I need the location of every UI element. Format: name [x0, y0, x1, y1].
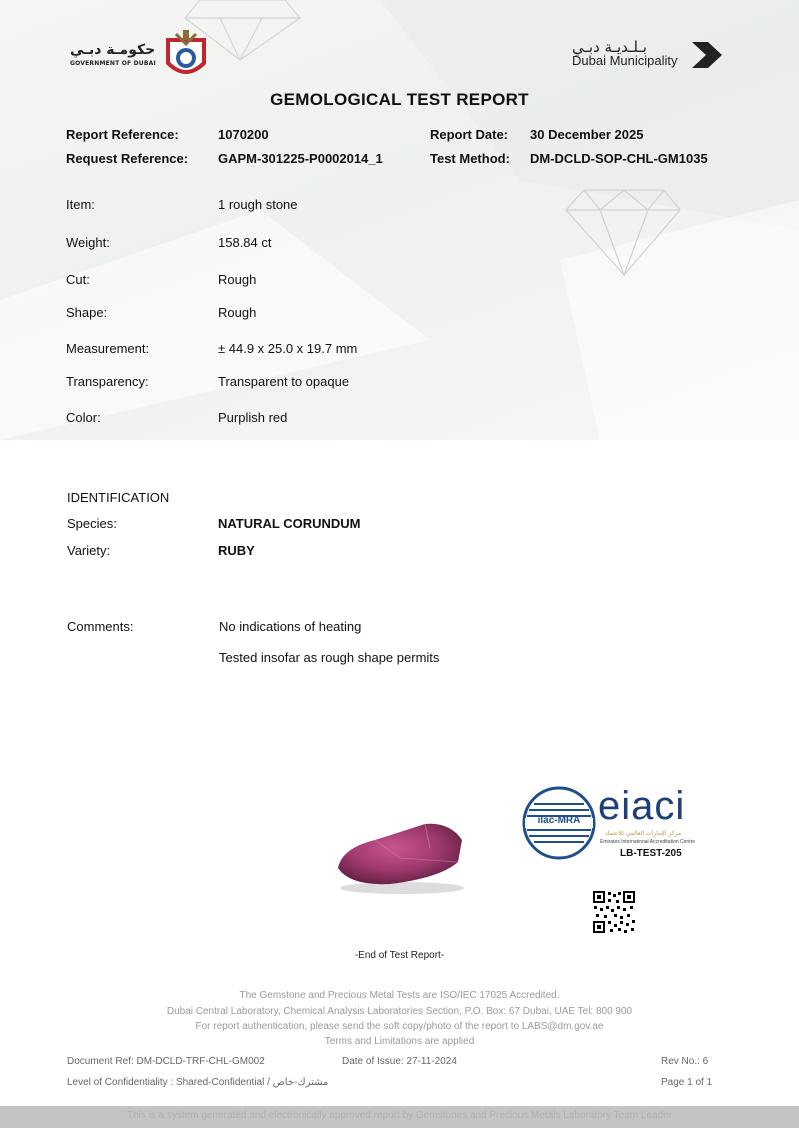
ilac-mra-text: ilac-MRA	[537, 815, 581, 826]
dubai-municipality-logo-icon	[690, 40, 724, 70]
item-label: Item:	[66, 197, 95, 212]
identification-heading: IDENTIFICATION	[67, 490, 170, 505]
ruby-stone-photo	[330, 818, 470, 898]
species-value: NATURAL CORUNDUM	[218, 516, 361, 531]
footer-lab-address-line: Dubai Central Laboratory, Chemical Analysis Laboratories Section, P.O. Box: 67 Dubai, UAE Tel: 800 900	[166, 1006, 633, 1017]
date-of-issue: Date of Issue: 27-11-2024	[342, 1056, 457, 1067]
gov-logo-english: GOVERNMENT OF DUBAI	[70, 60, 156, 67]
transparency-value: Transparent to opaque	[218, 374, 350, 389]
footer-accreditation-line: The Gemstone and Precious Metal Tests are ISO/IEC 17025 Accredited.	[239, 990, 560, 1001]
report-reference-value: 1070200	[218, 127, 269, 142]
municipality-arabic: بـلـديـة دبـي	[572, 38, 647, 56]
report-date-label: Report Date:	[430, 127, 509, 142]
comment-line-2: Tested insofar as rough shape permits	[219, 650, 440, 665]
comment-line-1: No indications of heating	[219, 619, 362, 634]
color-value: Purplish red	[218, 410, 288, 425]
lab-code: LB-TEST-205	[620, 848, 682, 859]
weight-value: 158.84 ct	[218, 235, 272, 250]
confidentiality-level: Level of Confidentiality : Shared-Confidential / مشترك-خاص	[67, 1077, 329, 1088]
measurement-value: ± 44.9 x 25.0 x 19.7 mm	[218, 341, 358, 356]
system-generated-note: This is a system generated and electronically approved report by Gemstones and Precious Metals Laboratory Team Leader	[126, 1110, 673, 1121]
request-reference-label: Request Reference:	[66, 151, 189, 166]
item-value: 1 rough stone	[218, 197, 298, 212]
footer-authentication-line: For report authentication, please send the soft copy/photo of the report to LABS@dm.gov.ae	[195, 1021, 604, 1032]
government-of-dubai-logo	[70, 28, 215, 84]
species-label: Species:	[67, 516, 117, 531]
cut-value: Rough	[218, 272, 257, 287]
eiac-english-name: Emirates International Accreditation Centre	[600, 839, 696, 845]
request-reference-value: GAPM-301225-P0002014_1	[218, 151, 383, 166]
measurement-label: Measurement:	[66, 341, 150, 356]
comments-label: Comments:	[67, 619, 134, 634]
page-number: Page 1 of 1	[661, 1077, 713, 1088]
variety-label: Variety:	[67, 543, 111, 558]
test-method-label: Test Method:	[430, 151, 510, 166]
end-of-report-note: -End of Test Report-	[354, 950, 445, 961]
footer-terms-line: Terms and Limitations are applied	[324, 1036, 475, 1047]
eiac-arabic-name: مركز الإمارات العالمي للاعتماد	[605, 830, 682, 837]
color-label: Color:	[66, 410, 101, 425]
transparency-label: Transparency:	[66, 374, 149, 389]
variety-value: RUBY	[218, 543, 255, 558]
shape-value: Rough	[218, 305, 257, 320]
system-generated-bar	[0, 1106, 799, 1128]
document-reference: Document Ref: DM-DCLD-TRF-CHL-GM002	[67, 1056, 265, 1067]
cut-label: Cut:	[66, 272, 90, 287]
report-reference-label: Report Reference:	[66, 127, 179, 142]
eiac-logo-text: eiaci	[598, 784, 686, 828]
dubai-emblem-icon	[158, 28, 214, 84]
test-method-value: DM-DCLD-SOP-CHL-GM1035	[530, 151, 708, 166]
revision-number: Rev No.: 6	[661, 1056, 709, 1067]
report-title: GEMOLOGICAL TEST REPORT	[270, 90, 529, 109]
weight-label: Weight:	[66, 235, 110, 250]
qr-code-icon	[592, 890, 636, 934]
gov-logo-arabic: حكومـة دبـي	[70, 42, 156, 58]
report-date-value: 30 December 2025	[530, 127, 644, 142]
shape-label: Shape:	[66, 305, 108, 320]
municipality-english: Dubai Municipality	[572, 53, 678, 68]
